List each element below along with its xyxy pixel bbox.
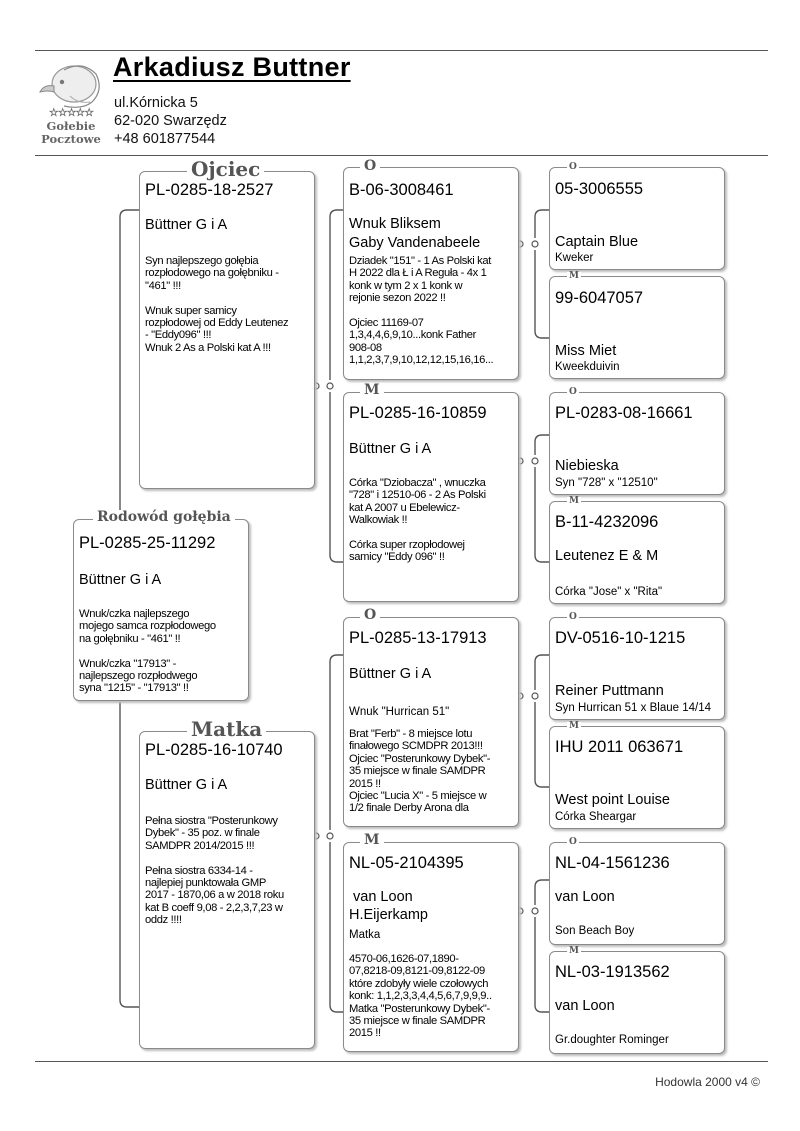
address-city: 62-020 Swarzędz — [114, 113, 227, 129]
paternal-grandfather-card[interactable] — [343, 167, 519, 380]
fff-ring-number: 05-3006555 — [555, 180, 644, 198]
mmf-label: O — [569, 837, 577, 847]
pgf-label: O — [360, 159, 380, 173]
father-ring-number: PL-0285-18-2527 — [145, 181, 274, 199]
section-label-pedigree: Rodowód gołębia — [93, 510, 235, 524]
subject-ring-number: PL-0285-25-11292 — [79, 534, 216, 552]
fff-info: Kweker — [555, 252, 594, 264]
mmf-name: van Loon — [555, 889, 615, 905]
mfm-label: M — [569, 721, 579, 731]
ffm-info: Kweekduivin — [555, 361, 620, 373]
pgm-ring-number: PL-0285-16-10859 — [349, 404, 487, 422]
fmm-name: Leutenez E & M — [555, 548, 659, 564]
mgm-ring-number: NL-05-2104395 — [349, 854, 464, 872]
father-card[interactable] — [139, 171, 315, 489]
pgf-name: Wnuk Bliksem — [349, 216, 441, 232]
pgf-breeder: Gaby Vandenabeele — [349, 235, 481, 251]
ggp-card-mfm[interactable] — [549, 726, 725, 829]
mfm-name: West point Louise — [555, 792, 670, 808]
footer-divider — [35, 1061, 768, 1062]
mgm-description: 4570-06,1626-07,1890- 07,8218-09,8121-09,8122-09 które zdobyły wiele czołowych konk: 1,1,2,3,3,4,4,5,6,7,9,9,9.. Matka "Posterunkowy Dybek"- 35 miejsce w finale SAMDPR 2015 !! — [349, 953, 492, 1040]
subject-breeder: Büttner G i A — [79, 572, 162, 588]
ffm-ring-number: 99-6047057 — [555, 289, 644, 307]
fff-name: Captain Blue — [555, 234, 639, 250]
ffm-label: M — [569, 271, 579, 281]
mother-description: Pełna siostra "Posterunkowy Dybek" - 35 poz. w finale SAMDPR 2014/2015 !!! Pełna siostra 6334-14 - najlepiej punktowała GMP 2017 - 1870,06 a w 2018 roku kat B coeff 9,08 - 2,2,3,7,23 w oddz !!!! — [145, 815, 284, 927]
fmm-info: Córka "Jose" x "Rita" — [555, 586, 663, 598]
mmm-name: van Loon — [555, 998, 615, 1014]
pgm-label: M — [360, 383, 384, 397]
mother-label: Matka — [187, 719, 266, 739]
mgm-breeder-2: H.Eijerkamp — [349, 907, 428, 923]
mgm-note: Matka — [349, 929, 381, 941]
mmf-ring-number: NL-04-1561236 — [555, 854, 670, 872]
logo-text-2: Pocztowe — [41, 132, 101, 146]
fmm-label: M — [569, 496, 579, 506]
fmf-name: Niebieska — [555, 458, 619, 474]
ggp-card-fmf[interactable] — [549, 392, 725, 495]
ggp-card-mmf[interactable] — [549, 842, 725, 945]
ffm-name: Miss Miet — [555, 343, 617, 359]
fff-label: O — [569, 162, 577, 172]
mother-ring-number: PL-0285-16-10740 — [145, 741, 283, 759]
mff-name: Reiner Puttmann — [555, 683, 664, 699]
mmm-info: Gr.doughter Rominger — [555, 1034, 669, 1046]
logo-text-1: Gołebie — [46, 119, 96, 133]
ggp-card-mff[interactable] — [549, 617, 725, 720]
father-label: Ojciec — [187, 159, 264, 179]
address-street: ul.Kórnicka 5 — [114, 95, 198, 111]
mfm-info: Córka Sheargar — [555, 811, 637, 823]
pgf-ring-number: B-06-3008461 — [349, 181, 454, 199]
mother-breeder: Büttner G i A — [145, 777, 228, 793]
ggp-card-fmm[interactable] — [549, 501, 725, 604]
mother-card[interactable] — [139, 731, 315, 1049]
mfm-ring-number: IHU 2011 063671 — [555, 738, 684, 756]
ggp-card-ffm[interactable] — [549, 276, 725, 379]
mmf-info: Son Beach Boy — [555, 925, 635, 937]
mgf-note: Wnuk "Hurrican 51" — [349, 706, 450, 718]
pgf-description: Dziadek "151" - 1 As Polski kat H 2022 dla Ł i A Reguła - 4x 1 konk w tym 2 x 1 konk w rejonie sezon 2022 !! Ojciec 11169-07 1,3,4,4,6,9,10...konk Father 908-08 1,1,2,3,7,9,10,12,12,15,16,16... — [349, 255, 494, 367]
father-breeder: Büttner G i A — [145, 217, 228, 233]
fmm-ring-number: B-11-4232096 — [555, 513, 659, 531]
logo-stars: ☆☆☆☆☆ — [48, 106, 94, 119]
pgm-description: Córka "Dziobacza" , wnuczka "728" i 12510-06 - 2 As Polski kat A 2007 u Ebelewicz- Walkowiak !! Córka super rzopłodowej samicy "Eddy 096" !! — [349, 477, 486, 564]
mgf-label: O — [360, 608, 380, 622]
maternal-grandmother-card[interactable] — [343, 842, 519, 1052]
fmf-label: O — [569, 387, 577, 397]
mff-label: O — [569, 612, 577, 622]
mmm-ring-number: NL-03-1913562 — [555, 963, 670, 981]
father-description: Syn najlepszego gołębia rozpłodowego na gołębniku - "461" !!! Wnuk super samicy rozpłodowej od Eddy Leutenez - "Eddy096" !!! Wnuk 2 As a Polski kat A !!! — [145, 255, 289, 354]
owner-name: Arkadiusz Buttner — [113, 52, 351, 82]
maternal-grandfather-card[interactable] — [343, 617, 519, 827]
mgf-ring-number: PL-0285-13-17913 — [349, 629, 487, 647]
paternal-grandmother-card[interactable] — [343, 392, 519, 602]
mmm-label: M — [569, 946, 579, 956]
mgm-label: M — [360, 833, 384, 847]
mgf-breeder: Büttner G i A — [349, 666, 432, 682]
footer-credit: Hodowla 2000 v4 © — [655, 1075, 760, 1089]
subject-pigeon-card[interactable] — [73, 519, 249, 701]
fmf-ring-number: PL-0283-08-16661 — [555, 404, 693, 422]
phone-number: +48 601877544 — [114, 131, 216, 147]
ggp-card-fff[interactable] — [549, 167, 725, 270]
fmf-info: Syn "728" x "12510" — [555, 477, 658, 489]
mff-ring-number: DV-0516-10-1215 — [555, 629, 686, 647]
mff-info: Syn Hurrican 51 x Blaue 14/14 — [555, 702, 711, 714]
mgm-breeder: van Loon — [349, 889, 413, 905]
pgm-breeder: Büttner G i A — [349, 441, 432, 457]
subject-description: Wnuk/czka najlepszego mojego samca rozpłodowego na gołębniku - "461" !! Wnuk/czka "17913" - najlepszego rozpłodwego syna "1215" - "17913" !! — [79, 608, 216, 695]
ggp-card-mmm[interactable] — [549, 951, 725, 1054]
mgf-description: Brat "Ferb" - 8 miejsce lotu finałowego SCMDPR 2013!!! Ojciec "Posterunkowy Dybek"- 35 miejsce w finale SAMDPR 2015 !! Ojciec "Lucia X" - 5 miejsce w 1/2 finale Derby Arona dla — [349, 728, 491, 815]
